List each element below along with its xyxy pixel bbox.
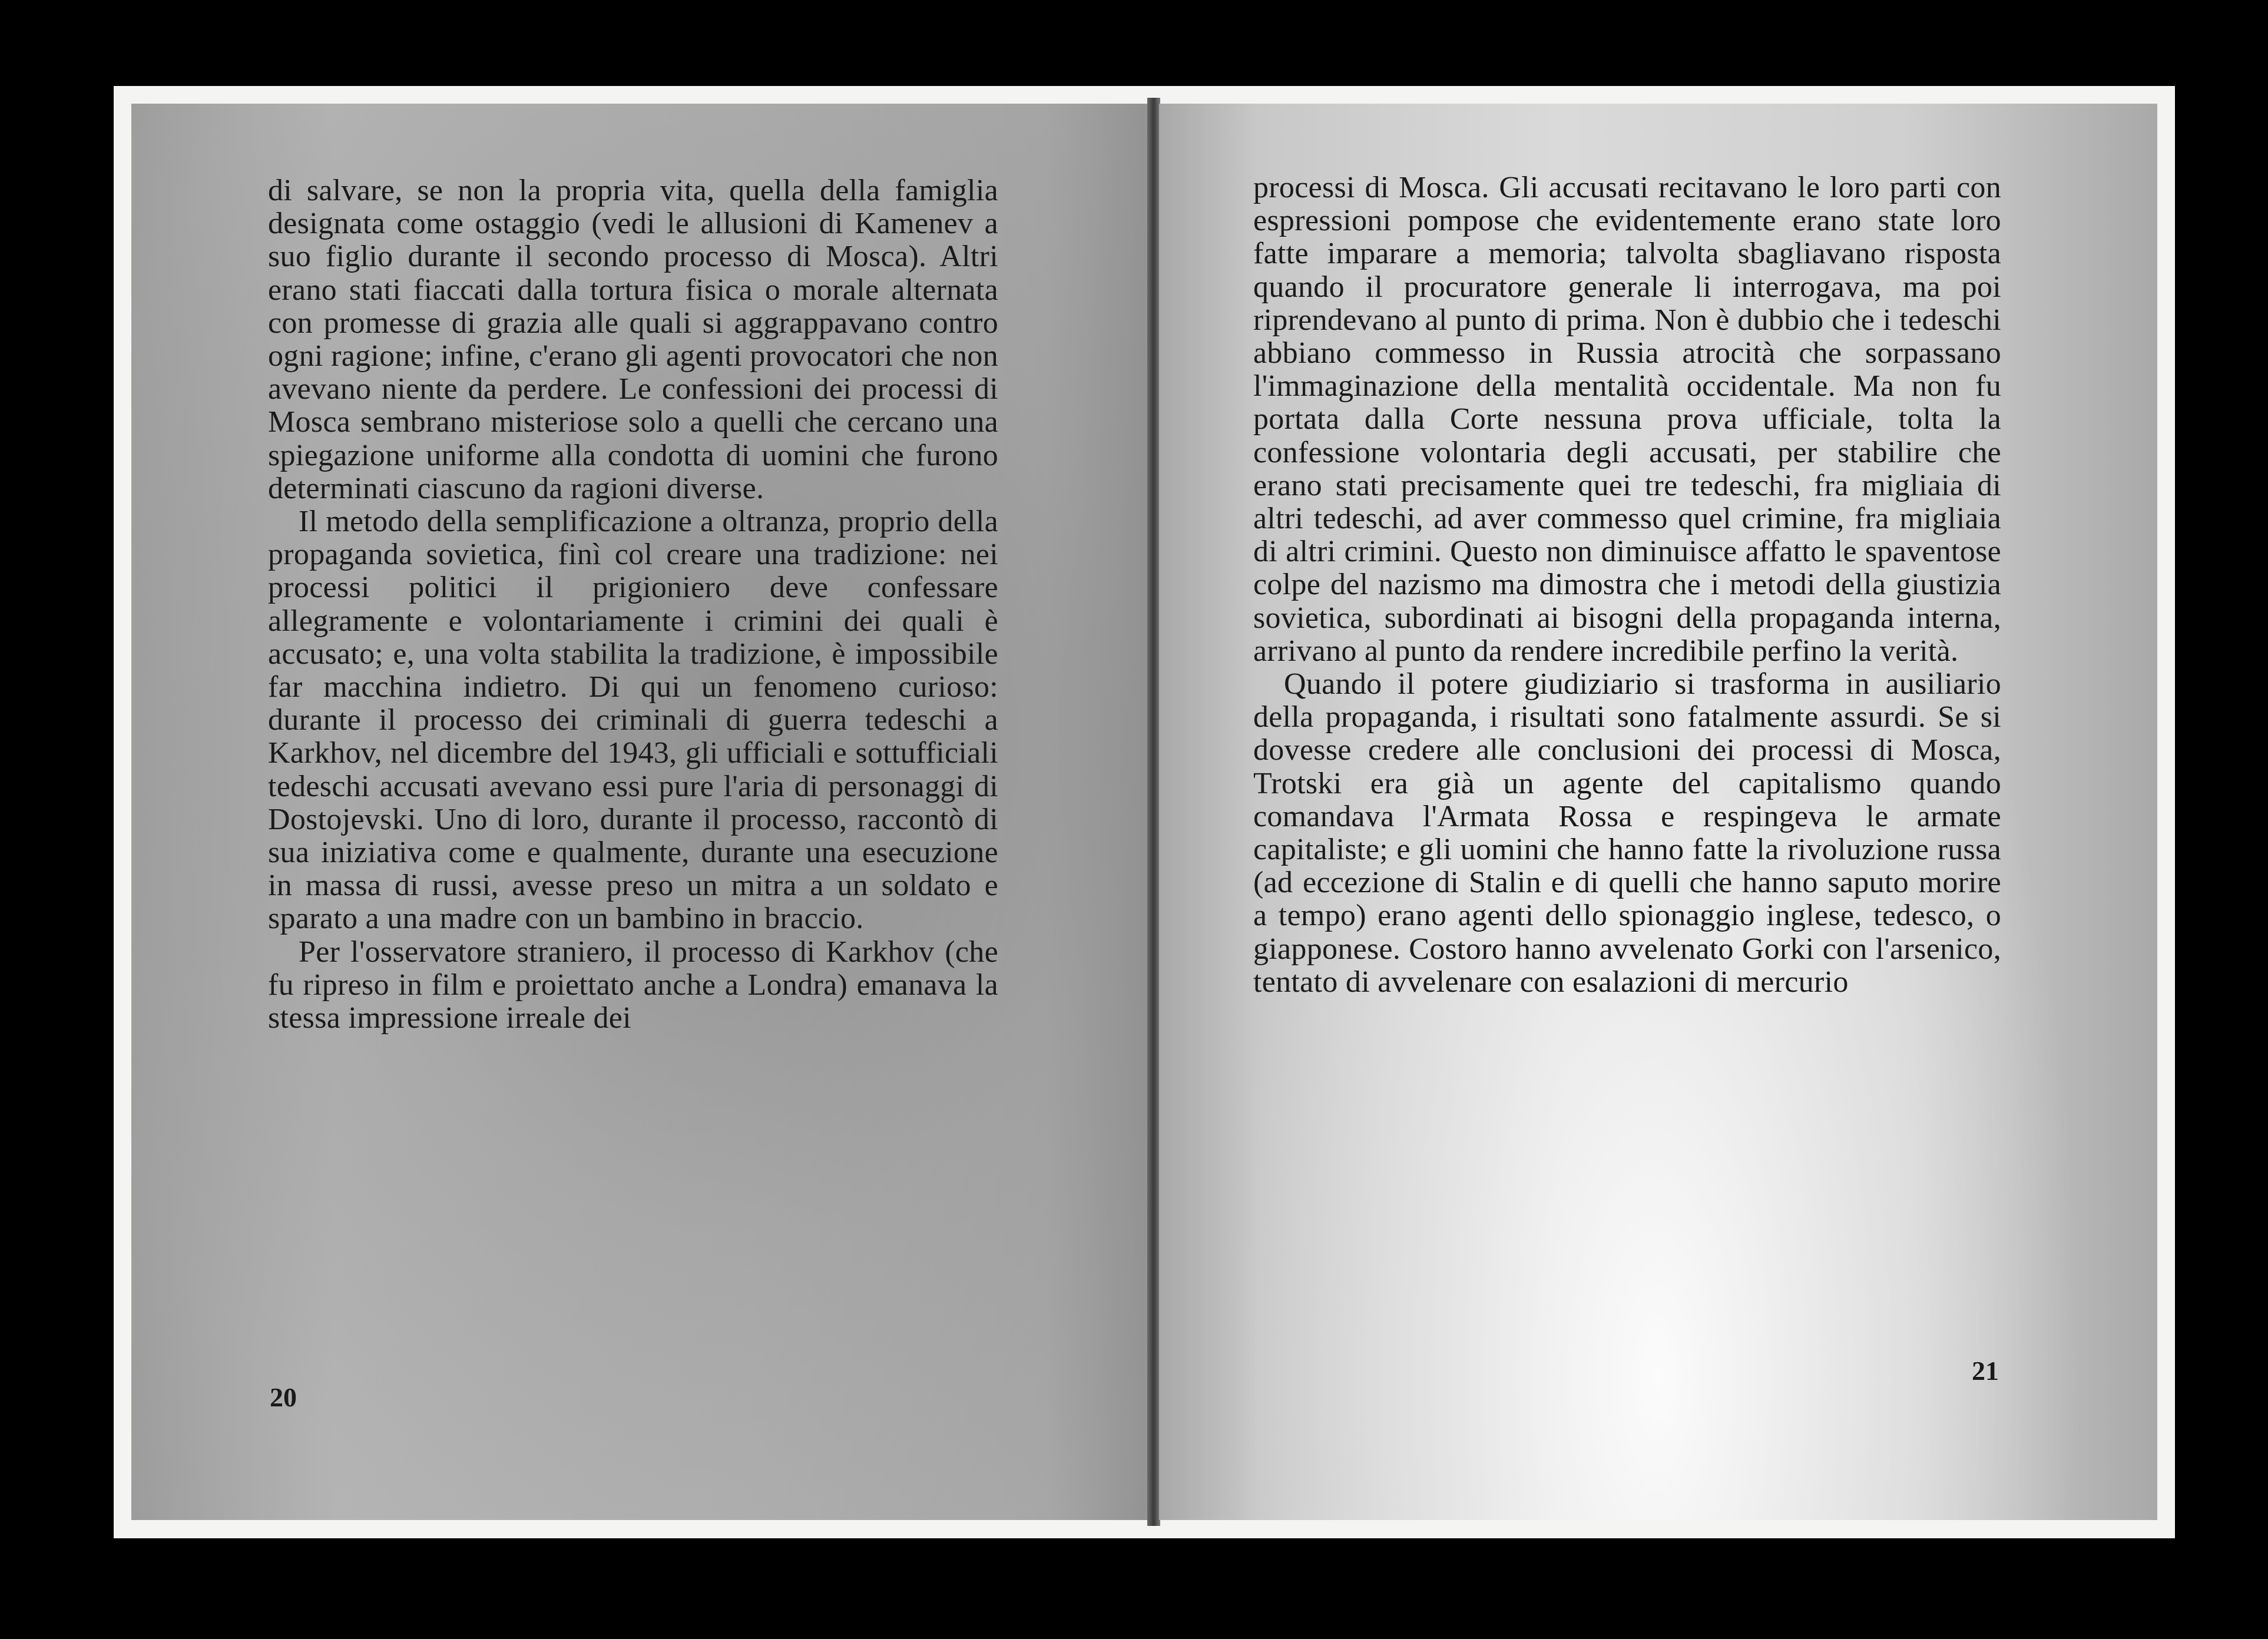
left-page-text <box>268 174 998 1035</box>
left-paragraph-1: di salvare, se non la propria vita, quella della famiglia designata come ostaggio (vedi le allusioni di Kamenev a suo figlio durante il secondo processo di Mosca). Altri erano stati fiaccati dalla tortura fisica o morale alternata con promesse di grazia alle quali si aggrappavano contro ogni ragione; infine, c'erano gli agenti provocatori che non avevano niente da perdere. Le confessioni dei processi di Mosca sembrano misteriose solo a quelli che cercano una spiegazione uniforme alla condotta di uomini che furono determinati ciascuno da ragioni diverse. <box>268 174 998 505</box>
left-page <box>131 104 1147 1520</box>
right-paragraph-1: processi di Mosca. Gli accusati recitavano le loro parti con espressioni pompose che evidentemente erano state loro fatte imparare a memoria; talvolta sbagliavano risposta quando il procuratore generale li interrogava, ma poi riprendevano al punto di prima. Non è dubbio che i tedeschi abbiano commesso in Russia atrocità che sorpassano l'immaginazione della mentalità occidentale. Ma non fu portata dalla Corte nessuna prova ufficiale, tolta la confessione volontaria degli accusati, per stabilire che erano stati precisamente quei tre tedeschi, fra migliaia di altri tedeschi, ad aver commesso quel crimine, fra migliaia di altri crimini. Questo non diminuisce affatto le spaventose colpe del nazismo ma dimostra che i metodi della giustizia sovietica, subordinati ai bisogni della propaganda interna, arrivano al punto da rendere incredibile perfino la verità. <box>1253 171 2001 668</box>
left-page-number: 20 <box>270 1382 297 1412</box>
left-paragraph-3: Per l'osservatore straniero, il processo di Karkhov (che fu ripreso in film e proiettato anche a Londra) emanava la stessa impressione irreale dei <box>268 935 998 1035</box>
right-page <box>1159 104 2157 1520</box>
right-paragraph-2: Quando il potere giudiziario si trasforma in ausiliario della propaganda, i risultati sono fatalmente assurdi. Se si dovesse credere alle conclusioni dei processi di Mosca, Trotski era già un agente del capitalismo quando comandava l'Armata Rossa e respingeva le armate capitaliste; e gli uomini che hanno fatte la rivoluzione russa (ad eccezione di Stalin e di quelli che hanno saputo morire a tempo) erano agenti dello spionaggio inglese, tedesco, o giapponese. Costoro hanno avvelenato Gorki con l'arsenico, tentato di avvelenare con esalazioni di mercurio <box>1253 667 2001 999</box>
right-page-number: 21 <box>1972 1356 1999 1386</box>
book-gutter <box>1147 98 1160 1526</box>
right-page-text <box>1253 171 2001 999</box>
left-paragraph-2: Il metodo della semplificazione a oltranza, proprio della propaganda sovietica, finì col creare una tradizione: nei processi politici il prigioniero deve confessare allegramente e volontariamente i crimini dei quali è accusato; e, una volta stabilita la tradizione, è impossibile far macchina indietro. Di qui un fenomeno curioso: durante il processo dei criminali di guerra tedeschi a Karkhov, nel dicembre del 1943, gli ufficiali e sottufficiali tedeschi accusati avevano essi pure l'aria di personaggi di Dostojevski. Uno di loro, durante il processo, raccontò di sua iniziativa come e qualmente, durante una esecuzione in massa di russi, avesse preso un mitra a un soldato e sparato a una madre con un bambino in braccio. <box>268 505 998 936</box>
scanned-book-spread <box>114 86 2175 1538</box>
